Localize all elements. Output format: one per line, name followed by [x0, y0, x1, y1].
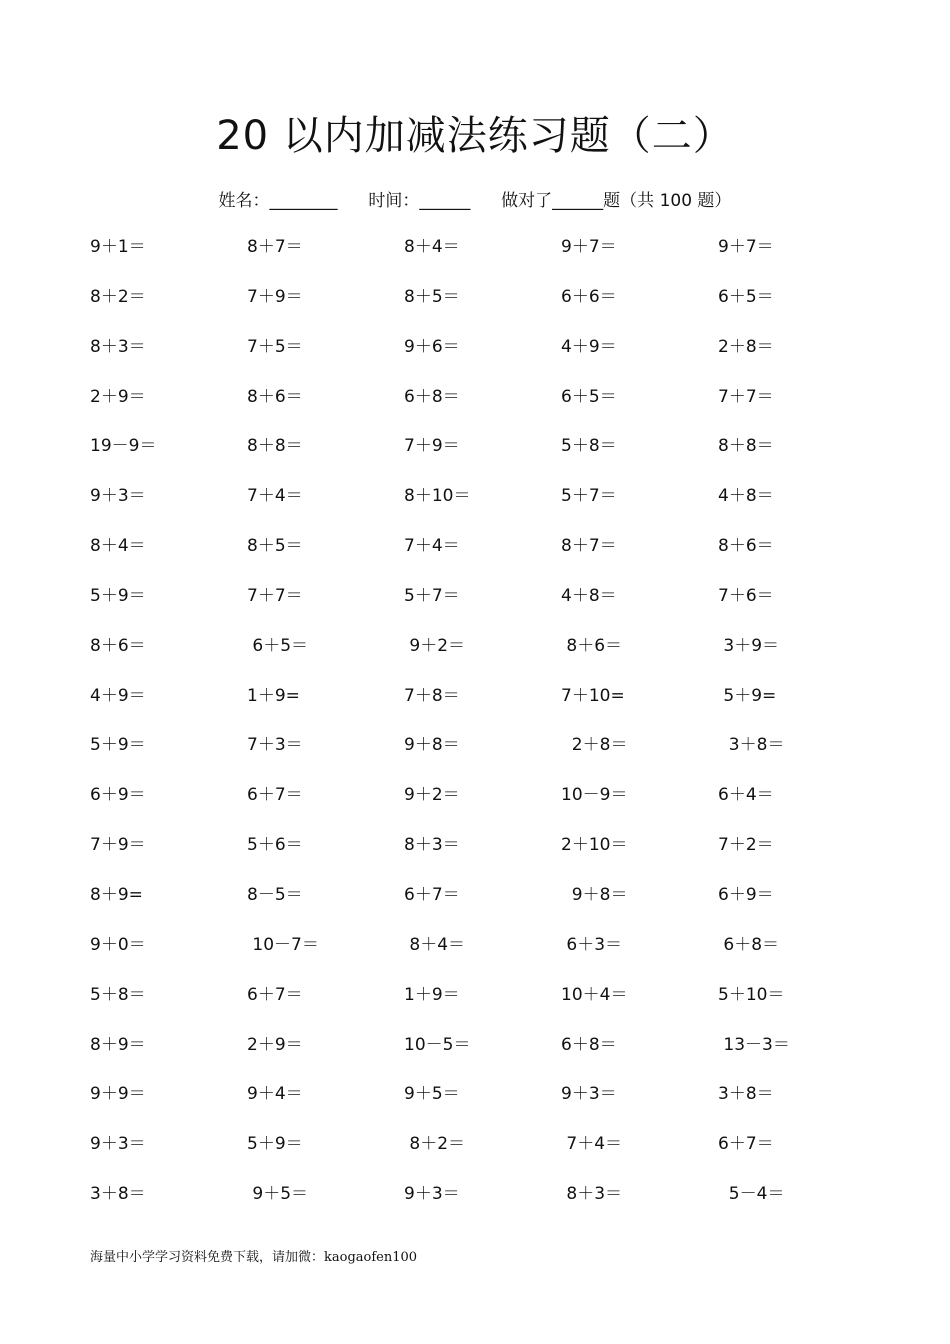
- problem-item: 8＋8＝: [247, 436, 303, 457]
- problem-item: 7＋7＝: [247, 585, 303, 606]
- problem-item: 8＋6＝: [247, 386, 303, 407]
- problem-item: 8＋6＝: [561, 635, 623, 656]
- problem-item: 4＋9＝: [561, 336, 617, 357]
- problem-item: 8＋2＝: [404, 1134, 466, 1155]
- problem-item: 3＋8＝: [718, 735, 785, 756]
- problem-item: 8＋6＝: [90, 635, 146, 656]
- problem-item: 6＋7＝: [718, 1134, 774, 1155]
- problem-item: 4＋8＝: [561, 585, 617, 606]
- problem-item: 19－9＝: [90, 436, 157, 457]
- problem-item: 6＋7＝: [247, 984, 303, 1005]
- problem-item: 9＋4＝: [247, 1084, 303, 1105]
- problem-item: 7＋9＝: [90, 835, 146, 856]
- problem-item: 8＋7＝: [561, 536, 617, 557]
- problem-item: 5＋9＝: [90, 735, 146, 756]
- problem-item: 7＋10=: [561, 685, 625, 706]
- problem-item: 8＋6＝: [718, 536, 774, 557]
- score-field-label: 做对了______题（共 100 题）: [501, 191, 732, 211]
- name-field-label: 姓名：________: [218, 191, 338, 211]
- student-info-line: [0, 186, 950, 211]
- problem-item: 8＋3＝: [90, 336, 146, 357]
- problem-item: 9＋0＝: [90, 934, 146, 955]
- problem-item: 3＋8＝: [90, 1184, 146, 1205]
- problem-item: 8＋10＝: [404, 486, 471, 507]
- problem-item: 10－5＝: [404, 1034, 471, 1055]
- problem-item: 9＋3＝: [90, 1134, 146, 1155]
- problem-item: 6＋5＝: [718, 286, 774, 307]
- problem-item: 8＋7＝: [247, 237, 303, 257]
- problem-item: 7＋9＝: [404, 436, 460, 457]
- problem-item: 5＋8＝: [561, 436, 617, 457]
- problem-item: 6＋8＝: [404, 386, 460, 407]
- problem-item: 8＋4＝: [90, 536, 146, 557]
- problem-item: 5＋8＝: [90, 984, 146, 1005]
- problem-item: 5＋7＝: [561, 486, 617, 507]
- problem-item: 9＋8＝: [404, 735, 460, 756]
- problem-item: 9＋8＝: [561, 884, 628, 905]
- problem-item: 6＋5＝: [247, 635, 309, 656]
- problem-item: 2＋9＝: [90, 386, 146, 407]
- problem-item: 1＋9＝: [404, 984, 460, 1005]
- problem-item: 5－4＝: [718, 1184, 785, 1205]
- problem-item: 7＋4＝: [247, 486, 303, 507]
- problem-item: 7＋4＝: [561, 1134, 623, 1155]
- problem-item: 9＋1＝: [90, 237, 146, 257]
- problem-item: 8＋4＝: [404, 237, 460, 257]
- problem-item: 9＋3＝: [561, 1084, 617, 1105]
- problem-item: 7＋6＝: [718, 585, 774, 606]
- problem-item: 8＋4＝: [404, 934, 466, 955]
- problem-item: 2＋8＝: [718, 336, 774, 357]
- problem-item: 8－5＝: [247, 884, 303, 905]
- problem-item: 6＋3＝: [561, 934, 623, 955]
- problem-item: 5＋9＝: [247, 1134, 303, 1155]
- problem-item: 8＋9＝: [90, 1034, 146, 1055]
- problem-item: 6＋6＝: [561, 286, 617, 307]
- problem-item: 5＋9=: [718, 685, 777, 706]
- problem-item: 9＋3＝: [90, 486, 146, 507]
- problem-item: 3＋9＝: [718, 635, 780, 656]
- problem-item: 9＋9＝: [90, 1084, 146, 1105]
- problem-item: 9＋5＝: [247, 1184, 309, 1205]
- problem-item: 9＋2＝: [404, 635, 466, 656]
- time-field-label: 时间：______: [368, 191, 471, 211]
- problem-item: 5＋7＝: [404, 585, 460, 606]
- problem-item: 8＋3＝: [404, 835, 460, 856]
- problem-item: 8＋2＝: [90, 286, 146, 307]
- problem-item: 5＋9＝: [90, 585, 146, 606]
- problem-item: 5＋6＝: [247, 835, 303, 856]
- problem-item: 6＋9＝: [718, 884, 774, 905]
- problem-item: 7＋2＝: [718, 835, 774, 856]
- problem-item: 8＋9=: [90, 884, 143, 905]
- problem-item: 8＋5＝: [247, 536, 303, 557]
- problem-item: 9＋5＝: [404, 1084, 460, 1105]
- problem-item: 7＋3＝: [247, 735, 303, 756]
- problem-item: 9＋6＝: [404, 336, 460, 357]
- problem-item: 8＋3＝: [561, 1184, 623, 1205]
- page-title: 20 以内加减法练习题（二）: [216, 113, 734, 159]
- problem-item: 3＋8＝: [718, 1084, 774, 1105]
- problem-item: 9＋2＝: [404, 785, 460, 806]
- problem-item: 10＋4＝: [561, 984, 628, 1005]
- problem-item: 2＋9＝: [247, 1034, 303, 1055]
- problem-item: 10－7＝: [247, 934, 319, 955]
- problem-item: 10－9＝: [561, 785, 628, 806]
- problem-item: 6＋7＝: [404, 884, 460, 905]
- problem-item: 8＋8＝: [718, 436, 774, 457]
- problem-item: 7＋7＝: [718, 386, 774, 407]
- problem-item: 7＋4＝: [404, 536, 460, 557]
- problem-item: 6＋5＝: [561, 386, 617, 407]
- problem-item: 9＋3＝: [404, 1184, 460, 1205]
- problem-item: 6＋8＝: [561, 1034, 617, 1055]
- problem-item: 7＋9＝: [247, 286, 303, 307]
- problem-item: 2＋8＝: [561, 735, 628, 756]
- problem-item: 6＋4＝: [718, 785, 774, 806]
- problem-item: 6＋7＝: [247, 785, 303, 806]
- footer-note: 海量中小学学习资料免费下载，请加微：kaogaofen100: [90, 1250, 418, 1265]
- problem-item: 7＋5＝: [247, 336, 303, 357]
- problem-item: 7＋8＝: [404, 685, 460, 706]
- problem-item: 9＋7＝: [561, 237, 617, 257]
- problem-item: 13－3＝: [718, 1034, 790, 1055]
- problem-item: 1＋9=: [247, 685, 300, 706]
- problem-item: 9＋7＝: [718, 237, 774, 257]
- problem-item: 6＋8＝: [718, 934, 780, 955]
- problem-item: 2＋10＝: [561, 835, 628, 856]
- problem-item: 6＋9＝: [90, 785, 146, 806]
- problem-item: 4＋8＝: [718, 486, 774, 507]
- problem-item: 8＋5＝: [404, 286, 460, 307]
- problem-item: 5＋10＝: [718, 984, 785, 1005]
- problem-item: 4＋9＝: [90, 685, 146, 706]
